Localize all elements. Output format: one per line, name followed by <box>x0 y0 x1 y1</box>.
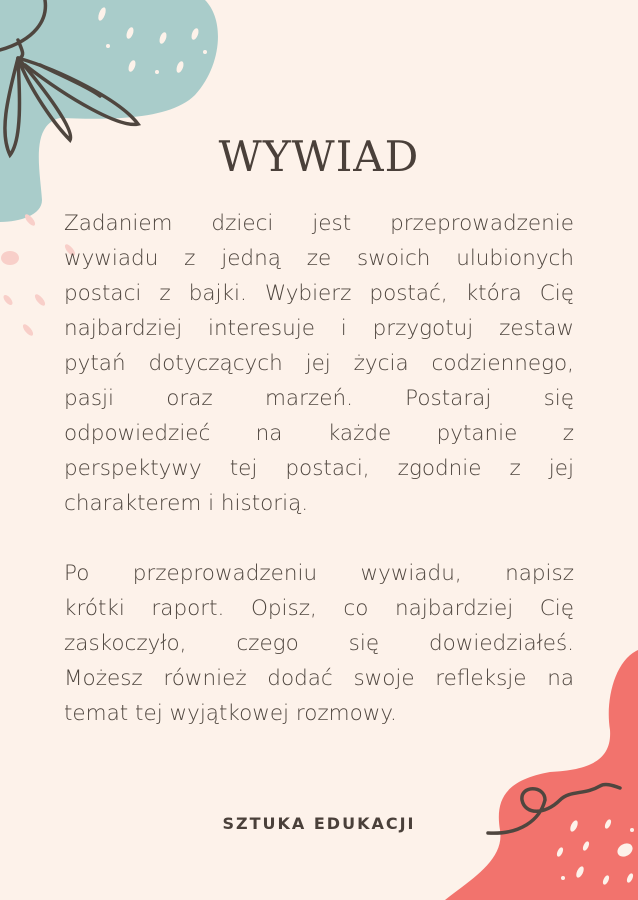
text-line: Zadaniem dzieci jest przeprowadzenie <box>64 211 574 236</box>
text-line: perspektywy tej postaci, zgodnie z jej <box>64 456 574 481</box>
text-line: Możesz również dodać swoje refleksje na <box>64 666 574 691</box>
text-line: temat tej wyjątkowej rozmowy. <box>64 701 397 726</box>
body-text <box>64 206 574 766</box>
text-line: pasji oraz marzeń. Postaraj się <box>64 386 574 411</box>
text-line: odpowiedzieć na każde pytanie z <box>64 421 574 446</box>
text-line: charakterem i historią. <box>64 491 309 516</box>
text-line: zaskoczyło, czego się dowiedziałeś. <box>64 631 574 656</box>
text-line: pytań dotyczących jej życia codziennego, <box>64 351 574 376</box>
paragraph-1 <box>64 206 574 521</box>
page-title: WYWIAD <box>218 132 420 182</box>
text-line: krótki raport. Opisz, co najbardziej Cię <box>64 596 574 621</box>
footer-brand: SZTUKA EDUKACJI <box>222 814 416 833</box>
paragraph-2 <box>64 556 574 731</box>
text-line: postaci z bajki. Wybierz postać, która Cię <box>64 281 574 306</box>
text-line: Po przeprowadzeniu wywiadu, napisz <box>64 561 574 586</box>
text-line: najbardziej interesuje i przygotuj zestaw <box>64 316 574 341</box>
text-line: wywiadu z jedną ze swoich ulubionych <box>64 246 574 271</box>
